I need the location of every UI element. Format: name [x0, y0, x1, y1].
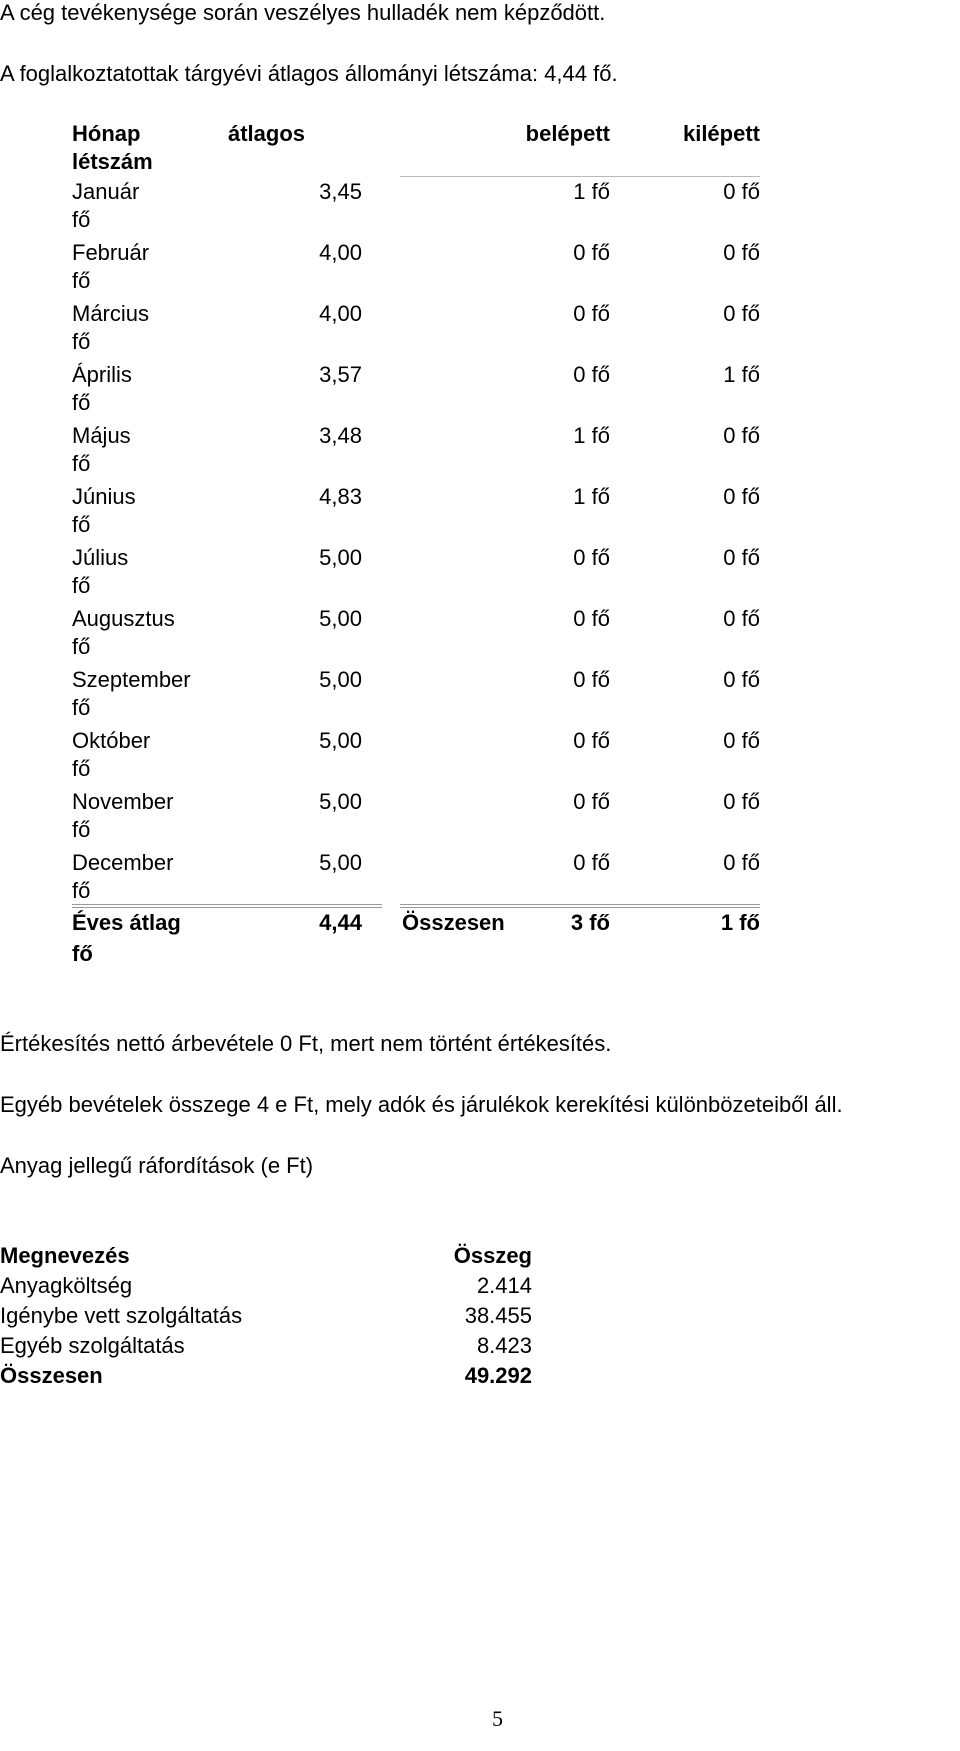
joined-cell: 0 fő — [573, 545, 610, 570]
total-rule-left — [72, 904, 382, 908]
left-cell: 0 fő — [723, 850, 760, 875]
left-cell: 0 fő — [723, 728, 760, 753]
cost-row-amount: 2.414 — [476, 1273, 532, 1298]
cost-row-amount: 8.423 — [476, 1333, 532, 1358]
unit-cell: fő — [72, 512, 91, 537]
header-joined: belépett — [525, 121, 610, 146]
unit-cell: fő — [72, 268, 91, 293]
total-unit: fő — [72, 941, 93, 966]
left-cell: 0 fő — [723, 667, 760, 692]
left-cell: 0 fő — [723, 545, 760, 570]
page-number: 5 — [492, 1706, 503, 1731]
month-cell: Október — [72, 728, 151, 753]
header-rule — [400, 176, 760, 177]
left-cell: 0 fő — [723, 179, 760, 204]
header-average: átlagos — [228, 121, 306, 146]
left-cell: 0 fő — [723, 484, 760, 509]
unit-cell: fő — [72, 817, 91, 842]
cost-total-name: Összesen — [0, 1363, 103, 1388]
unit-cell: fő — [72, 573, 91, 598]
sales-paragraph: Értékesítés nettó árbevétele 0 Ft, mert nem történt értékesítés. — [0, 1031, 612, 1056]
left-cell: 0 fő — [723, 240, 760, 265]
average-cell: 4,00 — [319, 301, 362, 326]
intro-line-waste: A cég tevékenysége során veszélyes hulladék nem képződött. — [0, 0, 606, 25]
cost-row-name: Egyéb szolgáltatás — [0, 1333, 185, 1358]
joined-cell: 0 fő — [573, 850, 610, 875]
header-month: Hónap — [72, 121, 141, 146]
month-cell: Április — [72, 362, 132, 387]
total-average: 4,44 — [319, 910, 362, 935]
total-joined: 3 fő — [570, 910, 610, 935]
month-cell: Július — [72, 545, 129, 570]
unit-cell: fő — [72, 878, 91, 903]
unit-cell: fő — [72, 695, 91, 720]
cost-header-amount: Összeg — [453, 1243, 532, 1268]
intro-line-headcount: A foglalkoztatottak tárgyévi átlagos állományi létszáma: 4,44 fő. — [0, 61, 618, 86]
cost-row-name: Anyagköltség — [0, 1273, 133, 1298]
total-sum-label: Összesen — [402, 910, 505, 935]
cost-header-name: Megnevezés — [0, 1243, 130, 1268]
total-left: 1 fő — [720, 910, 760, 935]
month-cell: December — [72, 850, 174, 875]
joined-cell: 0 fő — [573, 728, 610, 753]
total-label: Éves átlag — [72, 910, 181, 935]
month-cell: Június — [72, 484, 136, 509]
average-cell: 5,00 — [319, 667, 362, 692]
total-rule-right — [400, 904, 760, 908]
joined-cell: 1 fő — [573, 484, 610, 509]
left-cell: 0 fő — [723, 606, 760, 631]
joined-cell: 0 fő — [573, 301, 610, 326]
average-cell: 5,00 — [319, 606, 362, 631]
unit-cell: fő — [72, 756, 91, 781]
joined-cell: 0 fő — [573, 789, 610, 814]
unit-cell: fő — [72, 634, 91, 659]
unit-cell: fő — [72, 207, 91, 232]
joined-cell: 0 fő — [573, 667, 610, 692]
joined-cell: 1 fő — [573, 179, 610, 204]
cost-total-amount: 49.292 — [464, 1363, 532, 1388]
month-cell: Január — [72, 179, 140, 204]
month-cell: Március — [72, 301, 150, 326]
unit-cell: fő — [72, 451, 91, 476]
joined-cell: 0 fő — [573, 362, 610, 387]
joined-cell: 1 fő — [573, 423, 610, 448]
average-cell: 5,00 — [319, 850, 362, 875]
unit-cell: fő — [72, 390, 91, 415]
material-costs-title: Anyag jellegű ráfordítások (e Ft) — [0, 1153, 314, 1178]
month-cell: Augusztus — [72, 606, 175, 631]
joined-cell: 0 fő — [573, 240, 610, 265]
other-income-paragraph: Egyéb bevételek összege 4 e Ft, mely adók és járulékok kerekítési különbözeteiből áll. — [0, 1092, 843, 1117]
average-cell: 3,48 — [319, 423, 362, 448]
unit-cell: fő — [72, 329, 91, 354]
cost-row-amount: 38.455 — [464, 1303, 532, 1328]
left-cell: 0 fő — [723, 423, 760, 448]
average-cell: 3,45 — [319, 179, 362, 204]
average-cell: 4,83 — [319, 484, 362, 509]
month-cell: November — [72, 789, 174, 814]
left-cell: 0 fő — [723, 789, 760, 814]
average-cell: 3,57 — [319, 362, 362, 387]
month-cell: Május — [72, 423, 131, 448]
left-cell: 0 fő — [723, 301, 760, 326]
left-cell: 1 fő — [723, 362, 760, 387]
month-cell: Február — [72, 240, 150, 265]
joined-cell: 0 fő — [573, 606, 610, 631]
cost-row-name: Igénybe vett szolgáltatás — [0, 1303, 243, 1328]
average-cell: 5,00 — [319, 789, 362, 814]
average-cell: 5,00 — [319, 728, 362, 753]
average-cell: 5,00 — [319, 545, 362, 570]
month-cell: Szeptember — [72, 667, 191, 692]
header-headcount: létszám — [72, 149, 153, 174]
header-left: kilépett — [682, 121, 760, 146]
average-cell: 4,00 — [319, 240, 362, 265]
